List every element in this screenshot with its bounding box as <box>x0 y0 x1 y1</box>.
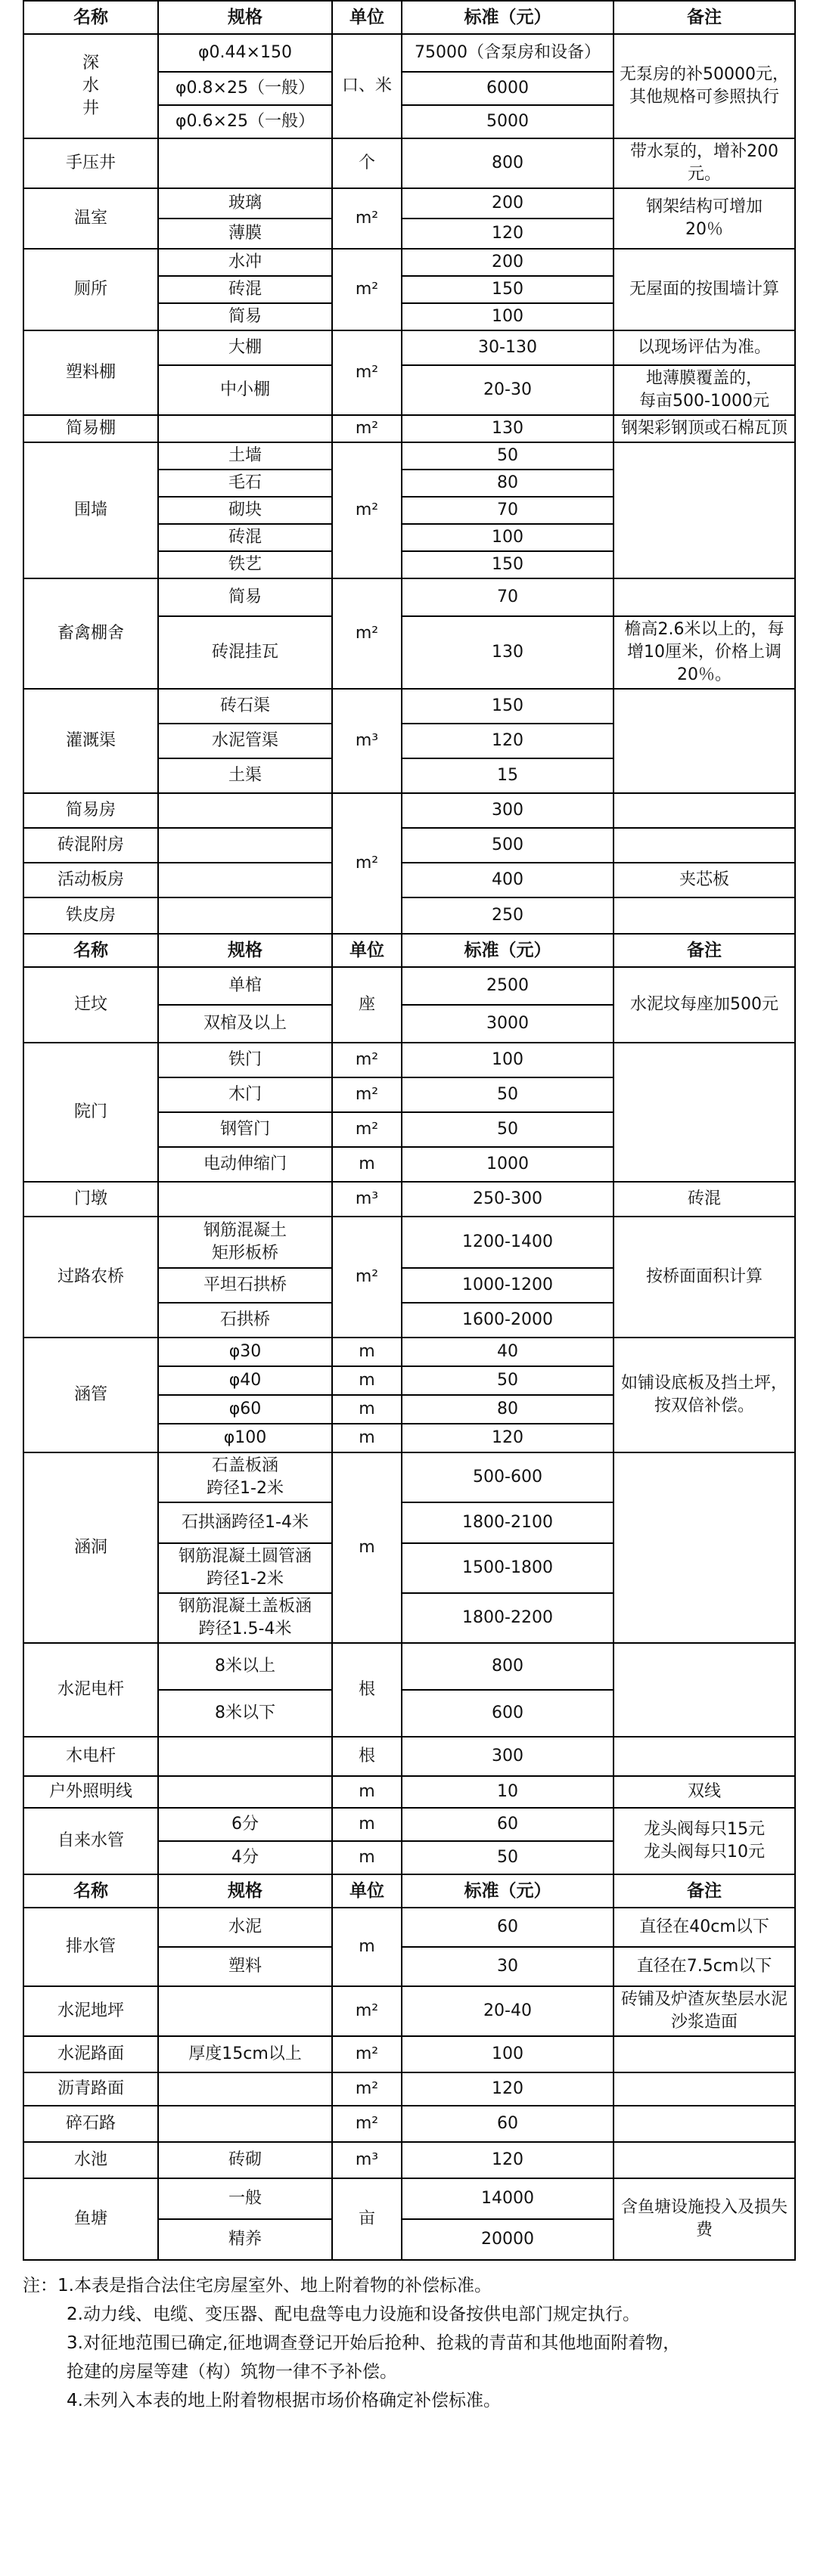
item-standard: 250 <box>402 897 614 934</box>
item-spec: 电动伸缩门 <box>158 1147 332 1182</box>
item-spec: 双棺及以上 <box>158 1005 332 1043</box>
item-remark: 水泥坟每座加500元 <box>614 967 795 1043</box>
item-spec <box>158 1776 332 1808</box>
item-remark <box>614 1643 795 1737</box>
item-remark <box>614 793 795 828</box>
item-unit: m <box>332 1338 402 1366</box>
item-spec <box>158 1182 332 1217</box>
item-standard: 50 <box>402 1841 614 1874</box>
item-spec: 玻璃 <box>158 188 332 219</box>
item-standard: 1800-2100 <box>402 1502 614 1543</box>
table-row <box>23 330 795 365</box>
item-unit: m <box>332 1147 402 1182</box>
item-remark: 无屋面的按围墙计算 <box>614 249 795 330</box>
item-spec: 石拱涵跨径1-4米 <box>158 1502 332 1543</box>
table-row <box>23 138 795 188</box>
item-standard: 100 <box>402 303 614 330</box>
item-standard: 60 <box>402 1808 614 1841</box>
item-name: 涵管 <box>23 1338 158 1452</box>
item-name: 活动板房 <box>23 863 158 897</box>
item-standard: 200 <box>402 249 614 276</box>
header-standard: 标准（元） <box>402 1 614 34</box>
table-row <box>23 2178 795 2219</box>
item-spec: φ0.44×150 <box>158 34 332 72</box>
item-spec: 精养 <box>158 2219 332 2260</box>
note-line: 注：1.本表是指合法住宅房屋室外、地上附着物的补偿标准。 <box>23 2276 492 2295</box>
item-name: 门墩 <box>23 1182 158 1217</box>
header-name: 名称 <box>23 1874 158 1908</box>
item-standard: 2500 <box>402 967 614 1005</box>
item-spec: 水冲 <box>158 249 332 276</box>
item-standard: 100 <box>402 1043 614 1077</box>
header-spec: 规格 <box>158 1 332 34</box>
item-spec: 砖石渠 <box>158 689 332 724</box>
item-name: 塑料棚 <box>23 330 158 415</box>
item-spec <box>158 2106 332 2142</box>
item-remark <box>614 1043 795 1182</box>
item-unit: m <box>332 1424 402 1452</box>
item-remark: 夹芯板 <box>614 863 795 897</box>
item-standard: 1200-1400 <box>402 1217 614 1268</box>
item-spec: 砖混挂瓦 <box>158 616 332 689</box>
item-spec: 砖砌 <box>158 2142 332 2178</box>
table-row <box>23 188 795 219</box>
item-unit: m³ <box>332 1182 402 1217</box>
item-name: 水泥地坪 <box>23 1986 158 2036</box>
table-row <box>23 1908 795 1947</box>
item-name: 深 水 井 <box>23 34 158 138</box>
item-standard: 300 <box>402 1737 614 1776</box>
item-standard: 75000（含泵房和设备） <box>402 34 614 72</box>
table-row <box>23 2106 795 2142</box>
item-remark: 直径在7.5cm以下 <box>614 1947 795 1986</box>
item-standard: 120 <box>402 219 614 249</box>
table-row <box>23 249 795 276</box>
table-row <box>23 1182 795 1217</box>
table-row <box>23 1643 795 1690</box>
item-standard: 70 <box>402 497 614 524</box>
item-standard: 1500-1800 <box>402 1543 614 1593</box>
item-spec: 简易 <box>158 578 332 616</box>
item-remark <box>614 1452 795 1643</box>
table-row <box>23 1338 795 1366</box>
item-spec: φ0.8×25（一般） <box>158 72 332 105</box>
item-remark: 直径在40cm以下 <box>614 1908 795 1947</box>
header-unit: 单位 <box>332 1874 402 1908</box>
note-line: 3.对征地范围已确定,征地调查登记开始后抢种、抢栽的青苗和其他地面附着物， <box>67 2333 681 2353</box>
item-spec: 塑料 <box>158 1947 332 1986</box>
item-standard: 30-130 <box>402 330 614 365</box>
item-standard: 20000 <box>402 2219 614 2260</box>
table-row <box>23 578 795 616</box>
item-name: 木电杆 <box>23 1737 158 1776</box>
item-standard: 20-40 <box>402 1986 614 2036</box>
item-standard: 600 <box>402 1690 614 1737</box>
item-standard: 40 <box>402 1338 614 1366</box>
item-standard: 50 <box>402 1112 614 1147</box>
item-unit: m² <box>332 330 402 415</box>
header-name: 名称 <box>23 934 158 967</box>
item-remark <box>614 1737 795 1776</box>
item-standard: 250-300 <box>402 1182 614 1217</box>
item-spec: 钢管门 <box>158 1112 332 1147</box>
item-name: 沥青路面 <box>23 2072 158 2106</box>
item-unit: m <box>332 1395 402 1424</box>
compensation-table <box>23 0 796 2261</box>
item-standard: 50 <box>402 1077 614 1112</box>
item-spec: 钢筋混凝土盖板涵 跨径1.5-4米 <box>158 1593 332 1643</box>
table-row <box>23 2072 795 2106</box>
item-spec: 木门 <box>158 1077 332 1112</box>
item-name: 水泥路面 <box>23 2036 158 2072</box>
item-remark <box>614 689 795 793</box>
item-standard: 1800-2200 <box>402 1593 614 1643</box>
item-standard: 3000 <box>402 1005 614 1043</box>
item-spec: 厚度15cm以上 <box>158 2036 332 2072</box>
item-unit: m² <box>332 1043 402 1077</box>
table-row <box>23 1776 795 1808</box>
item-name: 铁皮房 <box>23 897 158 934</box>
item-name: 砖混附房 <box>23 828 158 863</box>
item-remark: 钢架结构可增加 20％ <box>614 188 795 249</box>
item-spec <box>158 1986 332 2036</box>
table-row <box>23 863 795 897</box>
item-unit: m² <box>332 793 402 934</box>
item-unit: m² <box>332 1986 402 2036</box>
item-spec: 单棺 <box>158 967 332 1005</box>
item-unit: m² <box>332 1077 402 1112</box>
item-standard: 60 <box>402 2106 614 2142</box>
item-remark: 如铺设底板及挡土坪， 按双倍补偿。 <box>614 1338 795 1452</box>
item-spec: 大棚 <box>158 330 332 365</box>
item-standard: 1600-2000 <box>402 1303 614 1338</box>
header-remark: 备注 <box>614 1874 795 1908</box>
item-standard: 150 <box>402 689 614 724</box>
table-row <box>23 442 795 470</box>
item-unit: m <box>332 1776 402 1808</box>
item-name: 厕所 <box>23 249 158 330</box>
header-row <box>23 1 795 34</box>
item-unit: 亩 <box>332 2178 402 2260</box>
item-spec: 8米以下 <box>158 1690 332 1737</box>
item-standard: 50 <box>402 442 614 470</box>
header-standard: 标准（元） <box>402 934 614 967</box>
table-row <box>23 1452 795 1502</box>
item-name: 碎石路 <box>23 2106 158 2142</box>
item-spec <box>158 828 332 863</box>
item-unit: 根 <box>332 1737 402 1776</box>
item-name: 过路农桥 <box>23 1217 158 1338</box>
item-standard: 80 <box>402 470 614 497</box>
item-unit: m³ <box>332 689 402 793</box>
item-spec: 铁艺 <box>158 551 332 578</box>
item-spec: 薄膜 <box>158 219 332 249</box>
item-unit: m² <box>332 188 402 249</box>
item-spec: φ100 <box>158 1424 332 1452</box>
header-remark: 备注 <box>614 934 795 967</box>
item-name: 畜禽棚舍 <box>23 578 158 689</box>
item-spec: 砌块 <box>158 497 332 524</box>
item-spec: 土墙 <box>158 442 332 470</box>
item-remark: 砖铺及炉渣灰垫层水泥 沙浆造面 <box>614 1986 795 2036</box>
table-row <box>23 415 795 442</box>
table-row <box>23 967 795 1005</box>
item-standard: 500-600 <box>402 1452 614 1502</box>
item-spec: 铁门 <box>158 1043 332 1077</box>
item-standard: 800 <box>402 138 614 188</box>
notes <box>23 2271 794 2415</box>
item-spec: 平坦石拱桥 <box>158 1268 332 1303</box>
item-standard: 200 <box>402 188 614 219</box>
item-standard: 6000 <box>402 72 614 105</box>
table-row <box>23 2142 795 2178</box>
item-name: 温室 <box>23 188 158 249</box>
note-line: 抢建的房屋等建（构）筑物一律不予补偿。 <box>67 2362 397 2382</box>
item-unit: m <box>332 1452 402 1643</box>
item-name: 简易房 <box>23 793 158 828</box>
item-remark: 龙头阀每只15元 龙头阀每只10元 <box>614 1808 795 1874</box>
item-remark: 无泵房的补50000元， 其他规格可参照执行 <box>614 34 795 138</box>
item-remark: 地薄膜覆盖的， 每亩500-1000元 <box>614 365 795 415</box>
item-standard: 15 <box>402 758 614 793</box>
item-unit: m² <box>332 1217 402 1338</box>
item-standard: 70 <box>402 578 614 616</box>
item-unit: m² <box>332 249 402 330</box>
item-spec: 毛石 <box>158 470 332 497</box>
table-row <box>23 689 795 724</box>
item-spec: 简易 <box>158 303 332 330</box>
item-spec <box>158 863 332 897</box>
table-row <box>23 828 795 863</box>
item-standard: 5000 <box>402 105 614 138</box>
item-unit: m² <box>332 442 402 578</box>
item-spec: φ30 <box>158 1338 332 1366</box>
item-unit: m² <box>332 1112 402 1147</box>
item-spec <box>158 415 332 442</box>
item-name: 水泥电杆 <box>23 1643 158 1737</box>
item-remark: 双线 <box>614 1776 795 1808</box>
item-name: 户外照明线 <box>23 1776 158 1808</box>
item-name: 灌溉渠 <box>23 689 158 793</box>
item-spec: 中小棚 <box>158 365 332 415</box>
item-standard: 1000 <box>402 1147 614 1182</box>
item-standard: 1000-1200 <box>402 1268 614 1303</box>
item-spec <box>158 897 332 934</box>
header-row <box>23 1874 795 1908</box>
item-unit: 口、米 <box>332 34 402 138</box>
item-spec: φ60 <box>158 1395 332 1424</box>
item-remark: 含鱼塘设施投入及损失费 <box>614 2178 795 2260</box>
item-standard: 120 <box>402 1424 614 1452</box>
item-spec: 石盖板涵 跨径1-2米 <box>158 1452 332 1502</box>
item-spec: 一般 <box>158 2178 332 2219</box>
table-row <box>23 1808 795 1841</box>
item-standard: 30 <box>402 1947 614 1986</box>
item-name: 院门 <box>23 1043 158 1182</box>
item-remark <box>614 442 795 578</box>
item-unit: m³ <box>332 2142 402 2178</box>
item-spec: 水泥管渠 <box>158 724 332 758</box>
item-standard: 130 <box>402 616 614 689</box>
item-remark: 带水泵的，增补200元。 <box>614 138 795 188</box>
item-standard: 500 <box>402 828 614 863</box>
item-standard: 120 <box>402 724 614 758</box>
item-spec: 8米以上 <box>158 1643 332 1690</box>
item-standard: 130 <box>402 415 614 442</box>
item-spec <box>158 793 332 828</box>
item-unit: m <box>332 1841 402 1874</box>
item-spec: φ40 <box>158 1366 332 1395</box>
item-spec: 6分 <box>158 1808 332 1841</box>
item-unit: m <box>332 1808 402 1841</box>
item-name: 迁坟 <box>23 967 158 1043</box>
item-unit: m² <box>332 2072 402 2106</box>
item-spec <box>158 138 332 188</box>
item-name: 排水管 <box>23 1908 158 1986</box>
item-unit: 座 <box>332 967 402 1043</box>
item-spec: φ0.6×25（一般） <box>158 105 332 138</box>
table-row <box>23 1986 795 2036</box>
item-spec: 土渠 <box>158 758 332 793</box>
header-unit: 单位 <box>332 934 402 967</box>
item-unit: m² <box>332 2106 402 2142</box>
item-remark: 钢架彩钢顶或石棉瓦顶 <box>614 415 795 442</box>
table-row <box>23 1217 795 1268</box>
item-standard: 60 <box>402 1908 614 1947</box>
item-name: 手压井 <box>23 138 158 188</box>
item-standard: 120 <box>402 2072 614 2106</box>
item-name: 围墙 <box>23 442 158 578</box>
item-unit: m <box>332 1366 402 1395</box>
header-remark: 备注 <box>614 1 795 34</box>
item-remark <box>614 578 795 616</box>
item-standard: 400 <box>402 863 614 897</box>
item-standard: 300 <box>402 793 614 828</box>
item-remark: 按桥面面积计算 <box>614 1217 795 1338</box>
item-unit: m² <box>332 578 402 689</box>
table-row <box>23 793 795 828</box>
item-unit: 个 <box>332 138 402 188</box>
item-spec <box>158 1737 332 1776</box>
item-remark: 砖混 <box>614 1182 795 1217</box>
header-name: 名称 <box>23 1 158 34</box>
item-name: 水池 <box>23 2142 158 2178</box>
item-standard: 10 <box>402 1776 614 1808</box>
item-standard: 80 <box>402 1395 614 1424</box>
table-row <box>23 34 795 72</box>
item-remark <box>614 828 795 863</box>
item-name: 鱼塘 <box>23 2178 158 2260</box>
item-spec: 石拱桥 <box>158 1303 332 1338</box>
item-spec: 钢筋混凝土圆管涵 跨径1-2米 <box>158 1543 332 1593</box>
header-row <box>23 934 795 967</box>
item-spec: 水泥 <box>158 1908 332 1947</box>
item-unit: m² <box>332 415 402 442</box>
item-standard: 120 <box>402 2142 614 2178</box>
item-remark <box>614 2072 795 2106</box>
header-standard: 标准（元） <box>402 1874 614 1908</box>
table-row <box>23 2036 795 2072</box>
item-name: 涵洞 <box>23 1452 158 1643</box>
item-name: 简易棚 <box>23 415 158 442</box>
item-standard: 14000 <box>402 2178 614 2219</box>
header-spec: 规格 <box>158 1874 332 1908</box>
item-remark <box>614 2036 795 2072</box>
note-line: 2.动力线、电缆、变压器、配电盘等电力设施和设备按供电部门规定执行。 <box>67 2305 640 2324</box>
table-row <box>23 1737 795 1776</box>
note-line: 4.未列入本表的地上附着物根据市场价格确定补偿标准。 <box>67 2391 501 2410</box>
item-unit: m <box>332 1908 402 1986</box>
item-spec: 钢筋混凝土 矩形板桥 <box>158 1217 332 1268</box>
table-row <box>23 1043 795 1077</box>
item-standard: 150 <box>402 276 614 303</box>
item-unit: 根 <box>332 1643 402 1737</box>
item-spec: 4分 <box>158 1841 332 1874</box>
item-standard: 20-30 <box>402 365 614 415</box>
item-remark: 檐高2.6米以上的，每增10厘米，价格上调20％。 <box>614 616 795 689</box>
item-remark <box>614 897 795 934</box>
header-unit: 单位 <box>332 1 402 34</box>
item-standard: 100 <box>402 2036 614 2072</box>
item-remark <box>614 2106 795 2142</box>
item-unit: m² <box>332 2036 402 2072</box>
item-spec <box>158 2072 332 2106</box>
table-row <box>23 897 795 934</box>
item-standard: 50 <box>402 1366 614 1395</box>
item-name: 自来水管 <box>23 1808 158 1874</box>
item-standard: 800 <box>402 1643 614 1690</box>
item-standard: 150 <box>402 551 614 578</box>
item-spec: 砖混 <box>158 524 332 551</box>
item-remark <box>614 2142 795 2178</box>
item-spec: 砖混 <box>158 276 332 303</box>
item-standard: 100 <box>402 524 614 551</box>
header-spec: 规格 <box>158 934 332 967</box>
item-remark: 以现场评估为准。 <box>614 330 795 365</box>
